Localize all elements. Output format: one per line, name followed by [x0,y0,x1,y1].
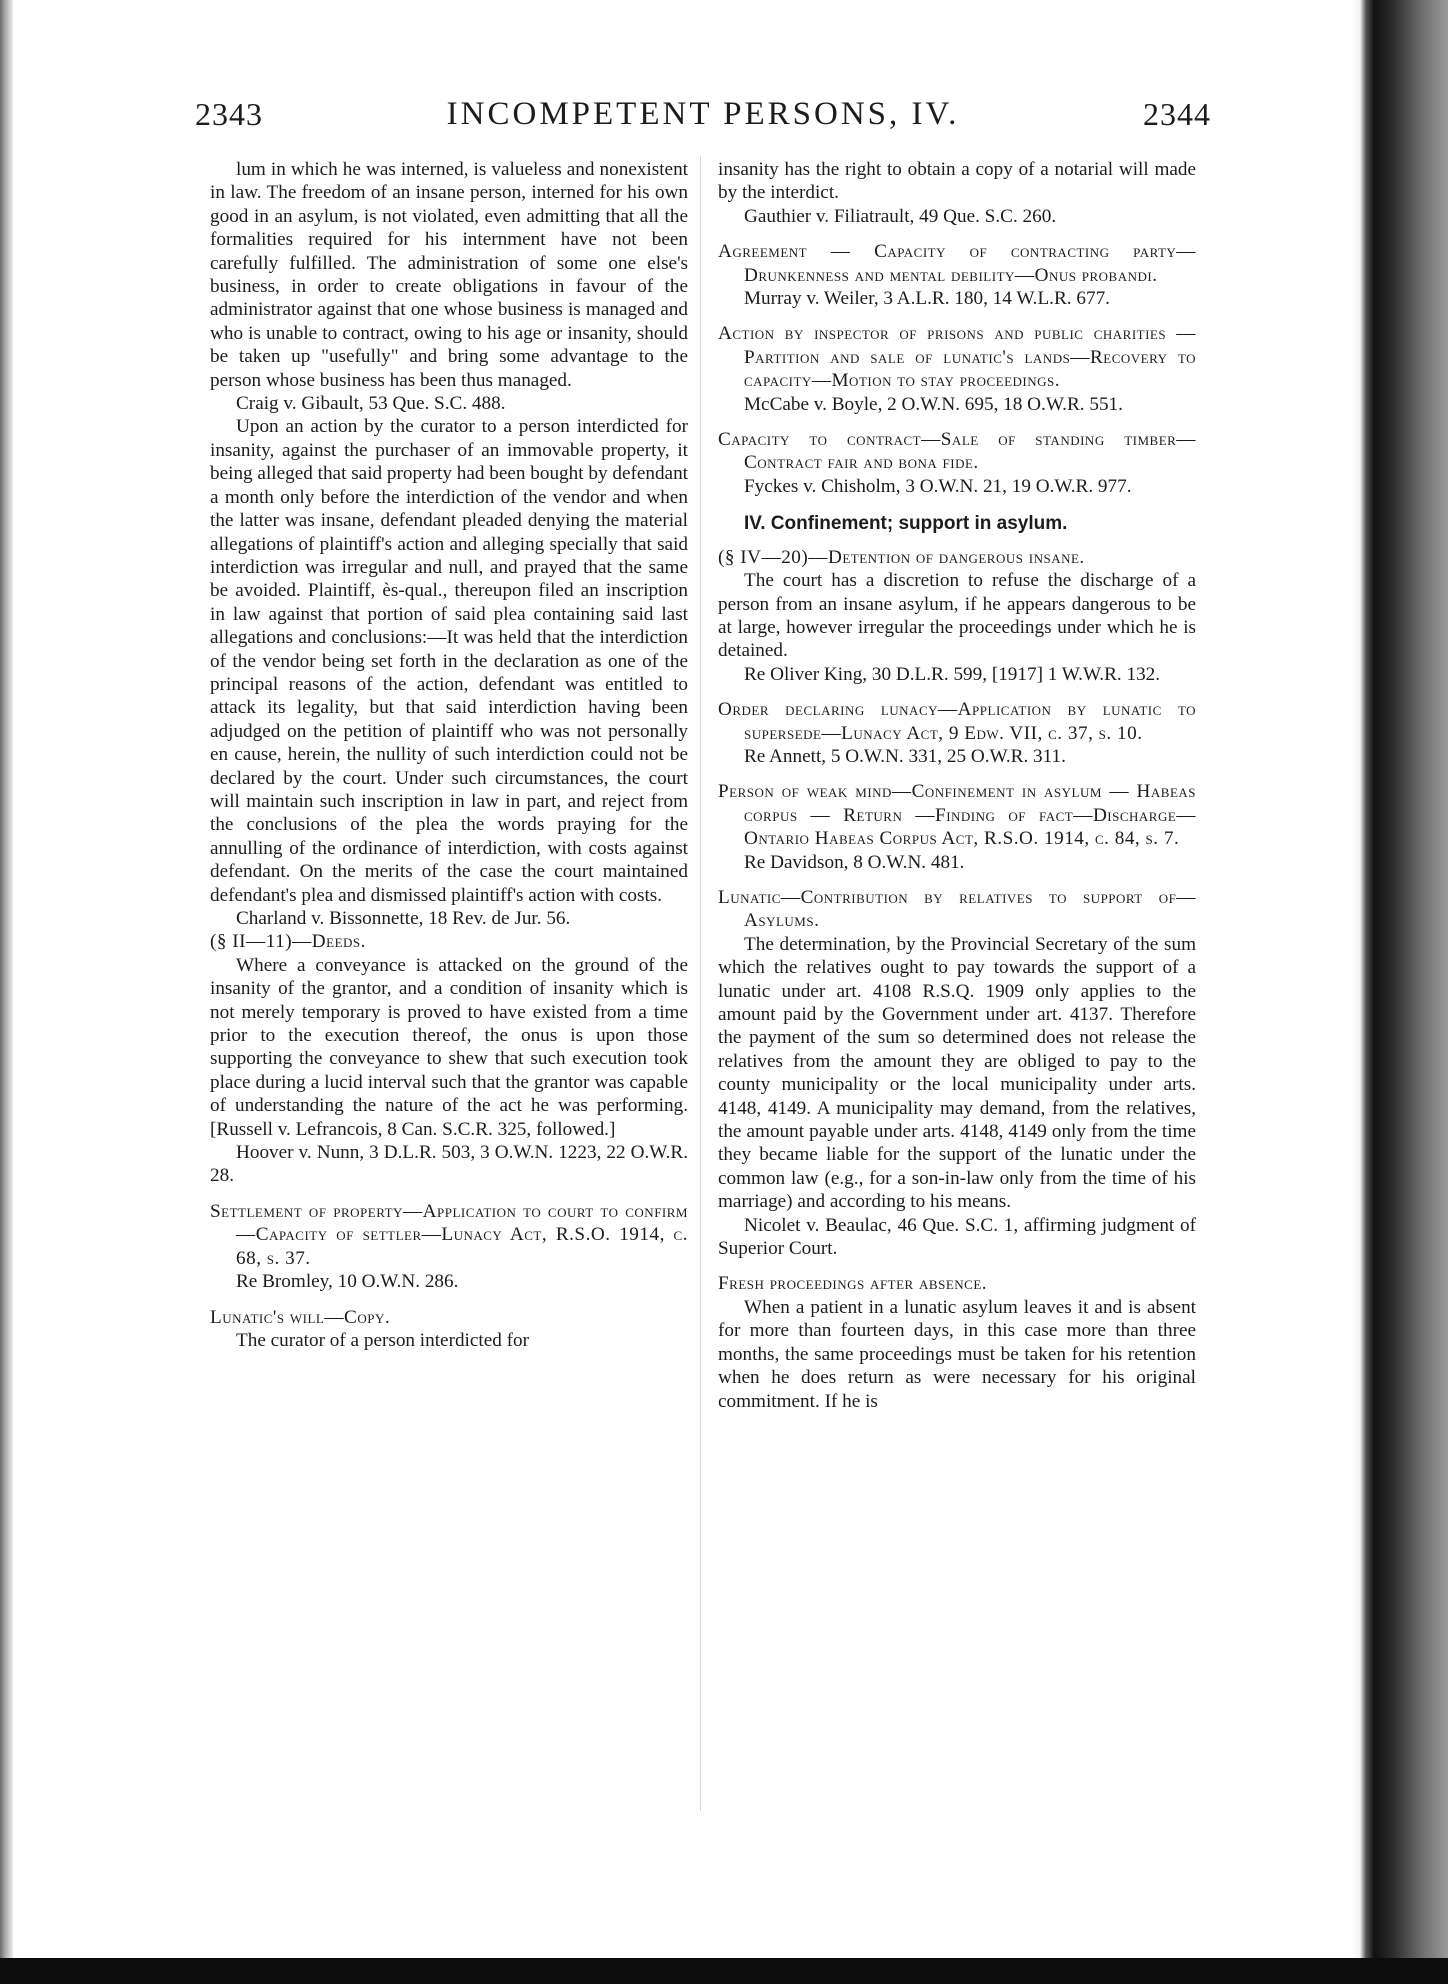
digest-heading: Person of weak mind—Confinement in asylum — Habeas corpus — Return —Finding of fact—Discharge—Ontario Habeas Corpus Act, R.S.O. 1914, c. 84, s. 7. [718,781,1196,850]
left-column [210,158,688,1352]
right-page-number: 2344 [1143,96,1211,132]
digest-heading: Lunatic's will—Copy. [210,1306,391,1328]
case-citation: Craig v. Gibault, 53 Que. S.C. 488. [236,393,506,415]
left-page-number: 2343 [195,96,263,132]
digest-heading: Lunatic—Contribution by relatives to support of—Asylums. [718,886,1196,932]
book-page-edge [1352,0,1448,1984]
column-divider [700,156,701,1811]
digest-heading: Settlement of property—Application to court to confirm—Capacity of settler—Lunacy Act, R.S.O. 1914, c. 68, s. 37. [210,1200,688,1269]
digest-heading: (§ II—11)—Deeds. [210,931,366,953]
case-citation: Re Davidson, 8 O.W.N. 481. [744,851,965,873]
body-paragraph: The determination, by the Provincial Secretary of the sum which the relatives ought to pay towards the support of a lunatic under art. 4108 R.S.Q. 1909 only applies to the amount paid by the Government under art. 4137. Therefore the payment of the sum so determined does not release the relatives from the amount they are obliged to pay to the county municipality or the local municipality under arts. 4148, 4149. A municipality may demand, from the relatives, the amount payable under arts. 4148, 4149 only from the time they became liable for the support of the lunatic under the common law (e.g., for a son-in-law only from the time of his marriage) and according to his means. [718,933,1196,1213]
running-title: INCOMPETENT PERSONS, IV. [446,96,960,132]
case-citation: Re Annett, 5 O.W.N. 331, 25 O.W.R. 311. [744,745,1066,767]
case-citation: Fyckes v. Chisholm, 3 O.W.N. 21, 19 O.W.R. 977. [744,475,1132,497]
case-citation: McCabe v. Boyle, 2 O.W.N. 695, 18 O.W.R. 551. [744,393,1123,415]
body-paragraph: When a patient in a lunatic asylum leaves it and is absent for more than fourteen days, in this case more than three months, the same proceedings must be taken for his retention when he does return as were necessary for his original commitment. If he is [718,1296,1196,1412]
case-citation: Charland v. Bissonnette, 18 Rev. de Jur. 56. [236,908,571,929]
book-gutter-shadow [0,0,13,1984]
digest-heading: Capacity to contract—Sale of standing timber—Contract fair and bona fide. [718,429,1196,474]
case-citation: Gauthier v. Filiatrault, 49 Que. S.C. 260. [744,205,1057,227]
digest-heading: Agreement — Capacity of contracting party—Drunkenness and mental debility—Onus probandi. [718,241,1196,286]
digest-heading: (§ IV—20)—Detention of dangerous insane. [718,546,1085,568]
scan-bottom-border [0,1958,1448,1984]
case-citation: Murray v. Weiler, 3 A.L.R. 180, 14 W.L.R. 677. [744,288,1110,310]
digest-heading: Fresh proceedings after absence. [718,1273,988,1295]
case-citation: Re Oliver King, 30 D.L.R. 599, [1917] 1 W.W.R. 132. [744,663,1161,685]
digest-heading: Order declaring lunacy—Application by lunatic to supersede—Lunacy Act, 9 Edw. VII, c. 37, s. 10. [718,699,1196,744]
right-column [718,158,1196,1413]
body-paragraph: Upon an action by the curator to a person interdicted for insanity, against the purchaser of an immovable property, it being alleged that said property had been bought by defendant a month only before the interdiction of the vendor and when the latter was insane, defendant pleaded denying the material allegations of plaintiff's action and alleging specially that said interdiction was irregular and null, and prayed that the same be avoided. Plaintiff, ès-qual., thereupon filed an inscription in law against that portion of said plea containing said last allegations and conclusions:—It was held that the interdiction of the vendor being set forth in the declaration as one of the principal reasons of the action, defendant was entitled to attack its legality, but that said interdiction having been adjudged on the petition of plaintiff who was not personally en cause, herein, the nullity of such interdiction could not be declared by the court. Under such circumstances, the court will maintain such inscription in law in part, and reject from the conclusions of the plea the words praying for the annulling of the ordinance of interdiction, with costs against defendant. On the merits of the case the court maintained defendant's plea and dismissed plaintiff's action with costs. [210,416,688,906]
digest-heading: Action by inspector of prisons and public charities — Partition and sale of lunatic's lands—Recovery to capacity—Motion to stay proceedings. [718,323,1196,392]
body-paragraph: insanity has the right to obtain a copy of a notarial will made by the interdict. [718,159,1196,204]
case-citation: Nicolet v. Beaulac, 46 Que. S.C. 1, affirming judgment of Superior Court. [718,1214,1196,1260]
body-paragraph: lum in which he was interned, is valueless and nonexistent in law. The freedom of an insane person, interned for his own good in an asylum, is not violated, even admitting that all the formalities required for his internment have not been carefully fulfilled. The administration of some one else's business, in order to create obligations in favour of the administrator against that one whose business is managed and who is unable to contract, owing to his age or insanity, should be taken up "usefully" and bring some advantage to the person whose business has been thus managed. [210,159,688,391]
case-citation: Re Bromley, 10 O.W.N. 286. [236,1271,459,1293]
case-citation: Hoover v. Nunn, 3 D.L.R. 503, 3 O.W.N. 1223, 22 O.W.R. 28. [210,1142,688,1187]
body-paragraph: The curator of a person interdicted for [236,1329,530,1351]
section-heading: IV. Confinement; support in asylum. [744,513,1068,535]
running-header [195,96,1211,146]
body-paragraph: The court has a discretion to refuse the discharge of a person from an insane asylum, if he appears dangerous to be at large, however irregular the proceedings under which he is detained. [718,570,1196,662]
body-paragraph: Where a conveyance is attacked on the ground of the insanity of the grantor, and a condition of insanity which is not merely temporary is proved to have existed from a time prior to the execution thereof, the onus is upon those supporting the conveyance to shew that such execution took place during a lucid interval such that the grantor was capable of understanding the nature of the act he was performing. [Russell v. Lefrancois, 8 Can. S.C.R. 325, followed.] [210,954,688,1140]
